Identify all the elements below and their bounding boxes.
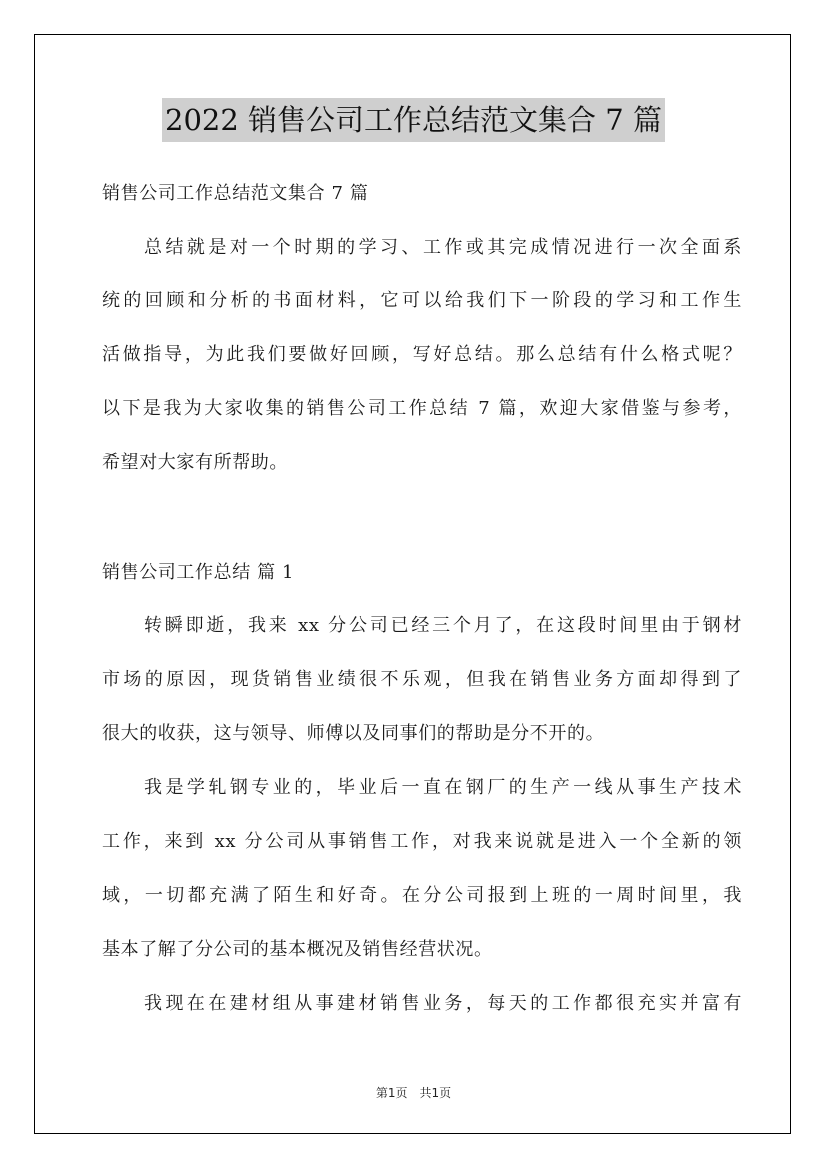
document-subtitle: 销售公司工作总结范文集合 7 篇 [102, 183, 369, 204]
paragraph-1-line-1: 转瞬即逝，我来 xx 分公司已经三个月了，在这段时间里由于钢材 [144, 615, 742, 636]
intro-line-3: 活做指导，为此我们要做好回顾，写好总结。那么总结有什么格式呢？ [102, 344, 742, 365]
paragraph-2-line-4: 基本了解了分公司的基本概况及销售经营状况。 [102, 939, 493, 960]
section-heading: 销售公司工作总结 篇 1 [102, 562, 295, 583]
paragraph-1-line-3: 很大的收获，这与领导、师傅以及同事们的帮助是分不开的。 [102, 723, 605, 744]
paragraph-2-line-2: 工作，来到 xx 分公司从事销售工作，对我来说就是进入一个全新的领 [102, 831, 742, 852]
page-number-footer: 第1页 共1页 [375, 1086, 452, 1100]
document-title-text: 2022 销售公司工作总结范文集合 7 篇 [162, 98, 665, 142]
paragraph-2-line-1: 我是学轧钢专业的，毕业后一直在钢厂的生产一线从事生产技术 [144, 777, 742, 798]
intro-line-2: 统的回顾和分析的书面材料，它可以给我们下一阶段的学习和工作生 [102, 290, 742, 311]
intro-line-5: 希望对大家有所帮助。 [102, 452, 288, 473]
document-title [0, 98, 827, 142]
intro-line-1: 总结就是对一个时期的学习、工作或其完成情况进行一次全面系 [144, 237, 742, 258]
paragraph-2-line-3: 域，一切都充满了陌生和好奇。在分公司报到上班的一周时间里，我 [102, 885, 742, 906]
paragraph-1-line-2: 市场的原因，现货销售业绩很不乐观，但我在销售业务方面却得到了 [102, 669, 742, 690]
intro-line-4: 以下是我为大家收集的销售公司工作总结 7 篇，欢迎大家借鉴与参考， [102, 398, 742, 419]
paragraph-3-line-1: 我现在在建材组从事建材销售业务，每天的工作都很充实并富有 [144, 993, 742, 1014]
